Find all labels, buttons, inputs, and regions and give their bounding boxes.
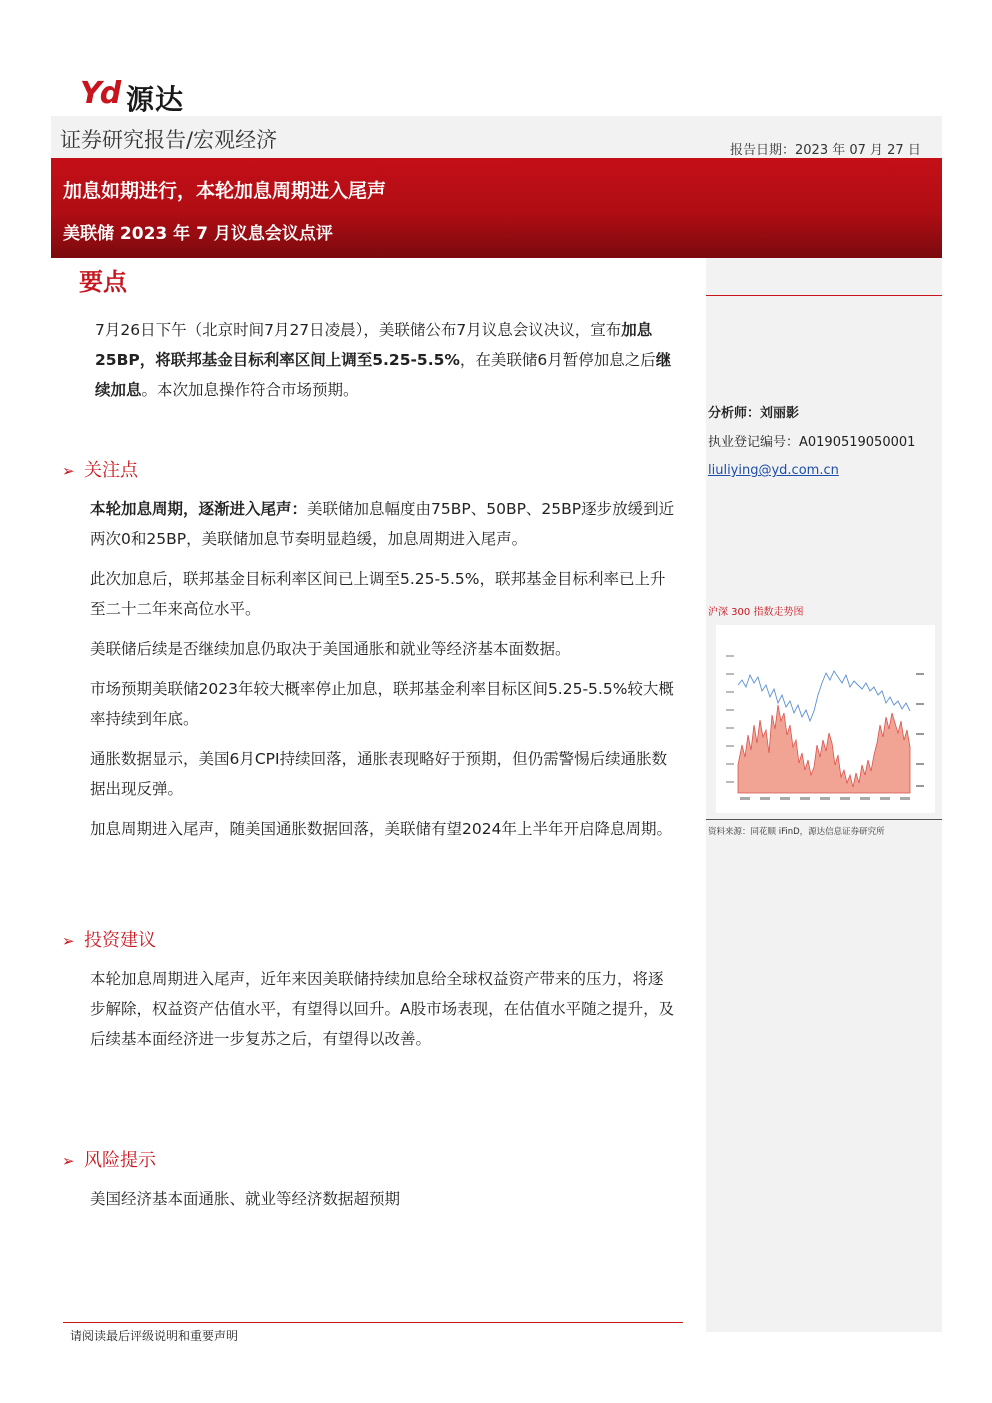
chart-divider — [706, 819, 942, 820]
company-logo — [80, 76, 210, 116]
focus-paragraph-4: 市场预期美联储2023年较大概率停止加息，联邦基金利率目标区间5.25-5.5%较大概率持续到年底。 — [90, 680, 674, 728]
focus-paragraph-5: 通胀数据显示，美国6月CPI持续回落，通胀表现略好于预期，但仍需警惕后续通胀数据出现反弹。 — [90, 750, 668, 798]
focus-paragraph-1 — [90, 494, 675, 554]
risk-paragraph: 美国经济基本面通胀、就业等经济数据超预期 — [90, 1190, 401, 1208]
sub-title: 美联储 2023 年 7 月议息会议点评 — [63, 224, 333, 244]
main-title: 加息如期进行，本轮加息周期进入尾声 — [63, 180, 387, 202]
index-chart-image — [716, 625, 935, 813]
focus-paragraph-1-lead: 本轮加息周期，逐渐进入尾声： — [90, 500, 308, 518]
footer-divider — [63, 1322, 683, 1323]
focus-paragraph-6: 加息周期进入尾声，随美国通胀数据回落，美联储有望2024年上半年开启降息周期。 — [90, 820, 672, 838]
intro-text-1: 7月26日下午（北京时间7月27日凌晨），美联储公布7月议息会议决议，宣布 — [95, 321, 622, 339]
section-heading-focus — [62, 456, 138, 482]
chevron-right-icon: ➢ — [62, 462, 75, 480]
keypoints-heading: 要点 — [79, 268, 127, 296]
sidebar-divider — [706, 295, 942, 296]
chart-title: 沪深 300 指数走势图 — [708, 607, 804, 618]
section-heading-investment — [62, 926, 156, 952]
chevron-right-icon: ➢ — [62, 1152, 75, 1170]
logo-name: 源达 — [126, 83, 185, 116]
investment-paragraph: 本轮加息周期进入尾声，近年来因美联储持续加息给全球权益资产带来的压力，将逐步解除，权益资产估值水平，有望得以回升。A股市场表现，在估值水平随之提升，及后续基本面经济进一步复苏之后，有望得以改善。 — [90, 970, 675, 1048]
analyst-name: 分析师：刘丽影 — [708, 406, 800, 421]
footer-disclaimer: 请阅读最后评级说明和重要声明 — [70, 1329, 239, 1343]
report-type: 证券研究报告/宏观经济 — [60, 128, 278, 152]
focus-paragraph-2: 此次加息后，联邦基金目标利率区间已上调至5.25-5.5%，联邦基金目标利率已上升至二十二年来高位水平。 — [90, 570, 666, 618]
index-chart-graphic — [716, 625, 935, 813]
focus-paragraph-1-text: 美联储加息幅度由75BP、50BP、25BP逐步放缓到近两次0和25BP，美联储加息节奏明显趋缓，加息周期进入尾声。 — [90, 500, 675, 548]
intro-bold-1: 加息25BP，将联邦基金目标利率区间上调至5.25-5.5% — [95, 321, 653, 369]
intro-text-2: ，在美联储6月暂停加息之后 — [459, 351, 656, 369]
section-heading-focus-label: 关注点 — [84, 460, 138, 481]
report-date: 报告日期：2023 年 07 月 27 日 — [730, 143, 921, 158]
section-heading-risk — [62, 1146, 156, 1172]
logo-mark: Yd — [80, 76, 120, 111]
chart-source: 资料来源：同花顺 iFinD，源达信息证券研究所 — [708, 827, 885, 837]
focus-paragraph-3: 美联储后续是否继续加息仍取决于美国通胀和就业等经济基本面数据。 — [90, 640, 571, 658]
section-heading-risk-label: 风险提示 — [84, 1150, 156, 1171]
analyst-email-link[interactable]: liuliying@yd.com.cn — [708, 463, 839, 478]
chevron-right-icon: ➢ — [62, 932, 75, 950]
section-heading-investment-label: 投资建议 — [84, 930, 156, 951]
intro-bold-2: 继续加息 — [95, 351, 672, 399]
license-number: 执业登记编号：A0190519050001 — [708, 435, 916, 450]
intro-paragraph — [95, 315, 675, 405]
intro-text-3: 。本次加息操作符合市场预期。 — [141, 381, 359, 399]
